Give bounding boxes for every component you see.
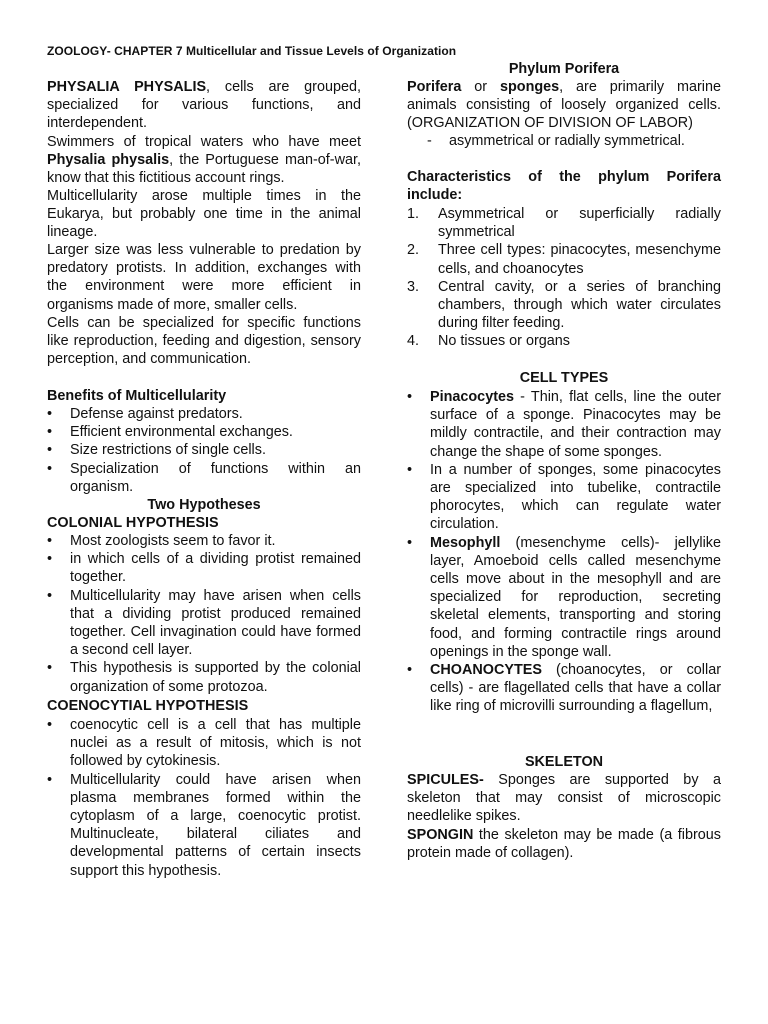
porifera-dash-item — [427, 132, 721, 150]
spicules-paragraph — [407, 771, 721, 826]
list-item — [407, 278, 721, 333]
list-item-text: in which cells of a dividing protist remained together. — [70, 551, 361, 586]
list-item: • in which cells of a dividing protist remained together. — [47, 551, 361, 586]
porifera-text: , are primarily marine animals consisting of loosely organized cells. (ORGANIZATION OF DIVISION OF LABOR) — [407, 79, 721, 132]
list-item-number: 1. — [407, 206, 420, 222]
coenocytic-heading — [47, 697, 361, 715]
intro-text-2a: Swimmers of tropical waters who have meet — [47, 134, 361, 150]
list-item-text: Specialization of functions within an organism. — [70, 460, 361, 495]
list-item-text: In a number of sponges, some pinacocytes are specialized into tubelike, contractile phorocytes, which can regulate water circulation. — [430, 461, 721, 533]
list-item-number: 2. — [407, 242, 420, 259]
list-item-text: Multicellularity could have arisen when plasma membranes formed within the cytoplasm of a large, coenocytic protist. Multinucleate, bilateral ciliates and developmental patterns of certain insects support this hypothesis. — [70, 771, 361, 879]
spongin-term: SPONGIN — [407, 827, 474, 843]
physalia-term-2: Physalia physalis — [47, 152, 170, 169]
list-item: • Defense against predators. — [47, 406, 243, 422]
spongin-text: the skeleton may be made (a fibrous protein made of collagen). — [407, 827, 721, 862]
spicules-text: Sponges are supported by a skeleton that may consist of microscopic needlelike spikes. — [407, 772, 721, 825]
characteristics-heading — [407, 168, 721, 204]
sponges-term: sponges — [499, 79, 560, 95]
dash-item-text: asymmetrical or radially symmetrical. — [449, 133, 685, 149]
cell-types-heading-text: CELL TYPES — [519, 370, 609, 386]
list-item: • CHOANOCYTES (choanocytes, or collar cells) - are flagellated cells that have a collar like ring of microvilli surrounding a flagellum, — [407, 662, 721, 715]
list-item-text: Defense against predators. — [70, 406, 243, 422]
list-item-number: 4. — [407, 333, 420, 350]
list-item: • Most zoologists seem to favor it. — [47, 533, 276, 549]
porifera-term: Porifera — [407, 79, 462, 95]
intro-paragraph-5: Cells can be specialized for specific functions like reproduction, feeding and digestion, sensory perception, and communication. — [47, 315, 361, 368]
porifera-or: or — [461, 79, 500, 95]
list-item-text: (choanocytes, or collar cells) - are flagellated cells that have a collar like ring of microvilli surrounding a flagellum, — [430, 662, 721, 715]
cell-type-term: Pinacocytes — [430, 389, 514, 405]
list-item: • Multicellularity may have arisen when cells that a dividing protist produced remained together. Cell invagination could have formed a second cell layer. — [47, 587, 361, 659]
intro-text-1: , cells are grouped, specialized for various functions, and interdependent. — [47, 79, 361, 132]
characteristics-heading-text: Characteristics of the phylum Porifera include: — [407, 169, 721, 204]
coenocytic-heading-text: COENOCYTIAL HYPOTHESIS — [47, 698, 249, 714]
list-item-number: 3. — [407, 278, 420, 295]
list-item-text: Multicellularity may have arisen when cells that a dividing protist produced remained together. Cell invagination could have formed a second cell layer. — [70, 587, 361, 659]
cell-types-list — [407, 388, 721, 716]
hypotheses-heading — [47, 496, 361, 514]
list-item-text: coenocytic cell is a cell that has multiple nuclei as a result of mitosis, which is not followed by cytokinesis. — [70, 717, 361, 770]
spicules-term: SPICULES- — [407, 772, 484, 788]
list-item: • This hypothesis is supported by the colonial organization of some protozoa. — [47, 660, 361, 695]
benefits-heading — [47, 387, 361, 405]
skeleton-heading — [407, 753, 721, 771]
colonial-heading-text: COLONIAL HYPOTHESIS — [47, 515, 219, 531]
list-item-text: Size restrictions of single cells. — [70, 442, 266, 459]
list-item: • In a number of sponges, some pinacocytes are specialized into tubelike, contractile phorocytes, which can regulate water circulation. — [407, 461, 721, 533]
list-item: • Specialization of functions within an organism. — [47, 460, 361, 495]
list-item-text: Central cavity, or a series of branching chambers, through which water circulates during filter feeding. — [438, 278, 721, 332]
benefits-heading-text: Benefits of Multicellularity — [47, 388, 227, 404]
physalia-term: PHYSALIA PHYSALIS — [47, 79, 207, 95]
intro-paragraph-1 — [47, 78, 361, 133]
list-item: • Mesophyll (mesenchyme cells)- jellylike layer, Amoeboid cells called mesenchyme cells move about in the mesophyll and are specialized for reproduction, secreting skeletal elements, transporting and storing food, and forming contractile rings around openings in the sponge wall. — [407, 534, 721, 660]
list-item-text: Most zoologists seem to favor it. — [70, 533, 276, 549]
list-item-text: This hypothesis is supported by the colonial organization of some protozoa. — [70, 660, 361, 695]
list-item-text: Efficient environmental exchanges. — [70, 424, 293, 441]
porifera-paragraph — [407, 78, 721, 133]
skeleton-heading-text: SKELETON — [524, 754, 604, 770]
list-item — [407, 205, 721, 241]
coenocytic-list — [47, 716, 361, 880]
list-item — [407, 241, 721, 277]
cell-type-term: CHOANOCYTES — [430, 662, 542, 679]
intro-paragraph-4: Larger size was less vulnerable to predation by predatory protists. In addition, exchanges with the environment were more efficient in organisms made of more, smaller cells. — [47, 242, 361, 313]
phylum-heading — [407, 60, 721, 78]
intro-paragraph-2 — [47, 133, 361, 188]
list-item — [407, 332, 721, 350]
list-item-text: Three cell types: pinacocytes, mesenchyme cells, and choanocytes — [438, 242, 721, 277]
list-item-text: Asymmetrical or superficially radially symmetrical — [438, 206, 721, 241]
phylum-heading-text: Phylum Porifera — [508, 61, 620, 77]
colonial-list — [47, 532, 361, 696]
list-item: • Multicellularity could have arisen when plasma membranes formed within the cytoplasm of a large, coenocytic protist. Multinucleate, bilateral ciliates and developmental patterns of certain insects support this hypothesis. — [47, 771, 361, 879]
page-header: ZOOLOGY- CHAPTER 7 Multicellular and Tissue Levels of Organization — [47, 44, 457, 58]
benefits-list — [47, 405, 361, 496]
list-item: • Efficient environmental exchanges. — [47, 424, 293, 441]
list-item-text: (mesenchyme cells)- jellylike layer, Amoeboid cells called mesenchyme cells move about in the mesophyll and are specialized for reproduction, secreting skeletal elements, transporting and storing food, and forming contractile rings around openings in the sponge wall. — [430, 534, 721, 660]
cell-type-term: Mesophyll — [430, 534, 501, 551]
intro-text-2b: , the Portuguese man-of-war, know that this fictitious account rings. — [47, 152, 361, 187]
list-item: • Size restrictions of single cells. — [47, 442, 266, 459]
list-item-text: No tissues or organs — [438, 333, 570, 350]
spongin-paragraph — [407, 826, 721, 862]
characteristics-list — [407, 205, 721, 351]
cell-types-heading — [407, 369, 721, 387]
hypotheses-heading-text: Two Hypotheses — [147, 497, 261, 513]
list-item: • Pinacocytes - Thin, flat cells, line the outer surface of a sponge. Pinacocytes may be mildly contractile, and their contraction may change the shape of some sponges. — [407, 389, 721, 460]
intro-paragraph-3: Multicellularity arose multiple times in the Eukarya, but probably one time in the animal lineage. — [47, 188, 361, 241]
list-item-text: - Thin, flat cells, line the outer surface of a sponge. Pinacocytes may be mildly contractile, and their contraction may change the shape of some sponges. — [430, 389, 721, 460]
dash-mark: - — [427, 133, 432, 149]
list-item: • coenocytic cell is a cell that has multiple nuclei as a result of mitosis, which is not followed by cytokinesis. — [47, 717, 361, 770]
colonial-heading — [47, 514, 361, 532]
